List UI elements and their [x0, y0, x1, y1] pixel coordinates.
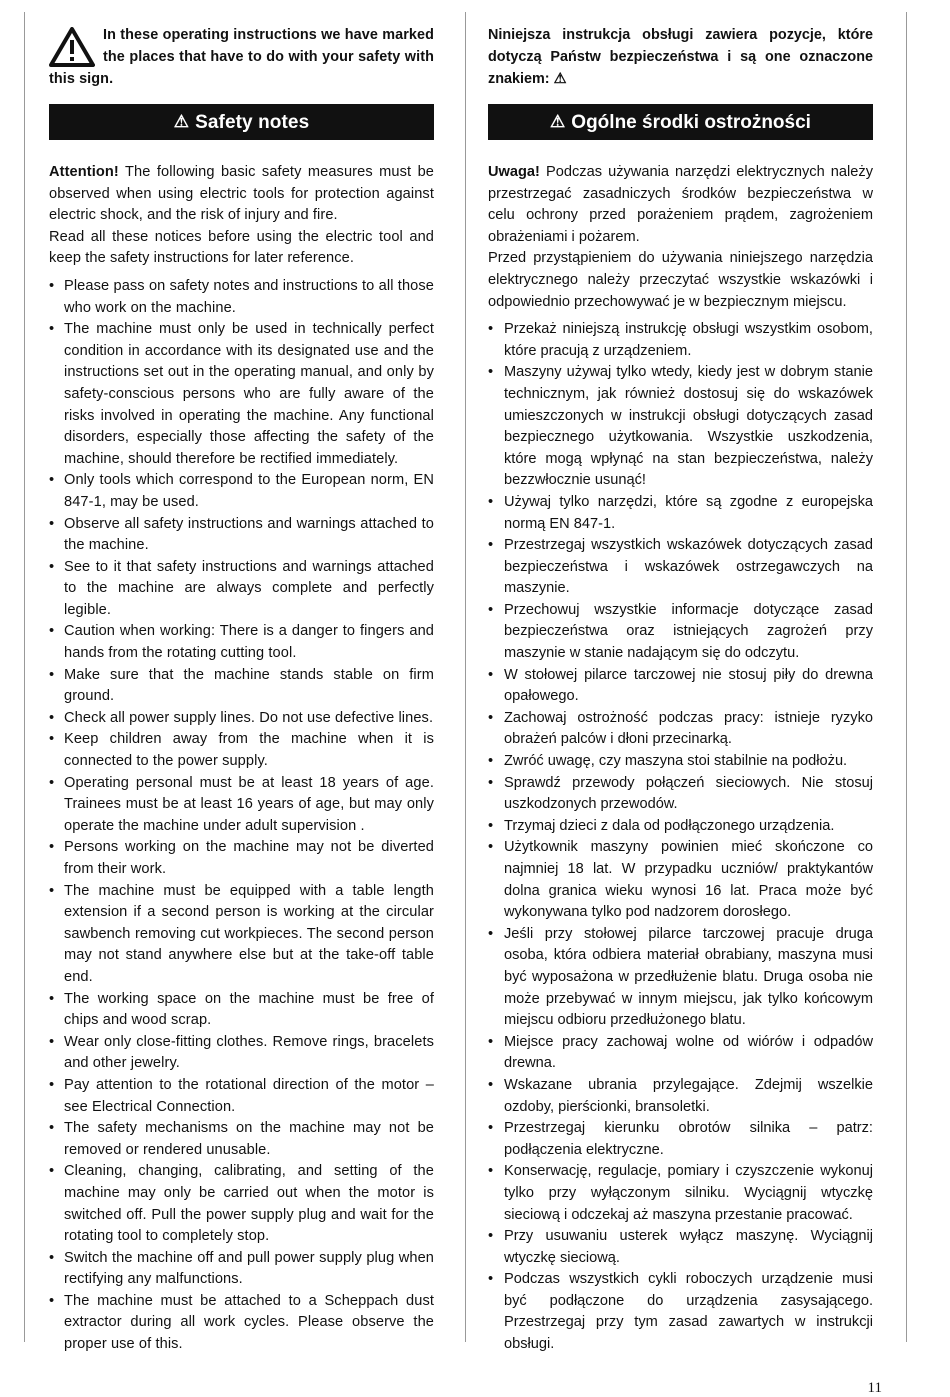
list-item	[49, 1032, 434, 1075]
bullet-icon: •	[488, 839, 494, 856]
safety-sign-intro	[49, 24, 434, 90]
list-item-text: Switch the machine off and pull power supply plug when rectifying any malfunctions.	[64, 1249, 434, 1288]
warning-triangle-icon: ⚠	[550, 112, 566, 131]
list-item	[49, 470, 434, 513]
bullet-icon: •	[488, 1076, 494, 1093]
list-item	[488, 492, 873, 535]
list-item-text: Wskazane ubrania przylegające. Zdejmij wszelkie ozdoby, pierścionki, bransoletki.	[504, 1076, 873, 1115]
attention-label-pl: Uwaga!	[488, 164, 540, 180]
bullet-icon: •	[488, 537, 494, 554]
list-item	[488, 773, 873, 816]
list-item	[49, 1291, 434, 1356]
list-item-text: Operating personal must be at least 18 years of age. Trainees must be at least 16 years of age, but may only operate the machine under adult supervision .	[64, 774, 434, 834]
bullet-icon: •	[488, 321, 494, 338]
list-item-text: Przechowuj wszystkie informacje dotyczące zasad bezpieczeństwa oraz istniejących zagrożeń przy maszynie w stanie nadającym się do odczytu.	[504, 601, 873, 662]
list-item	[49, 881, 434, 989]
bullet-icon: •	[49, 558, 55, 575]
list-item	[488, 708, 873, 751]
list-item-text: Przestrzegaj kierunku obrotów silnika – patrz: podłączenia elektryczne.	[504, 1120, 873, 1158]
list-item	[49, 1075, 434, 1118]
intro-text: In these operating instructions we have marked the places that have to do with your safety with this sign.	[49, 27, 434, 87]
list-item-text: Observe all safety instructions and warnings attached to the machine.	[64, 515, 434, 554]
list-item-text: Please pass on safety notes and instructions to all those who work on the machine.	[64, 277, 434, 316]
bullet-icon: •	[49, 839, 55, 856]
list-item-text: The working space on the machine must be free of chips and wood scrap.	[64, 990, 434, 1029]
polish-column	[488, 24, 873, 1356]
list-item-text: The machine must only be used in technically perfect condition in accordance with its designated use and the instructions set out in the operating manual, and only by safety-conscious persons who are fully aware of the risks involved in operating the machine. Any functional disorders, especially those affecting the safety of the machine, should therefore be rectified immediately.	[64, 321, 434, 467]
list-item-text: Przy usuwaniu usterek wyłącz maszynę. Wyciągnij wtyczkę sieciową.	[504, 1228, 873, 1266]
bullet-icon: •	[488, 364, 494, 381]
heading-label: Safety notes	[195, 112, 310, 133]
list-item-text: Zachowaj ostrożność podczas pracy: istnieje ryzyko obrażeń palców i dłoni przecinarką.	[504, 709, 873, 748]
bullet-icon: •	[49, 774, 55, 791]
list-item	[488, 1075, 873, 1118]
list-item	[488, 1161, 873, 1226]
bullet-icon: •	[488, 774, 494, 791]
list-item	[488, 535, 873, 600]
bullet-icon: •	[49, 277, 55, 294]
warning-triangle-icon	[49, 27, 95, 67]
list-item	[488, 1032, 873, 1075]
attention-paragraph-pl	[488, 162, 873, 248]
bullet-icon: •	[49, 709, 55, 726]
list-item-text: Miejsce pracy zachowaj wolne od wiórów i odpadów drewna.	[504, 1033, 873, 1072]
bullet-icon: •	[488, 1163, 494, 1180]
read-notices-paragraph-pl: Przed przystąpieniem do używania niniejszego narzędzia elektrycznego należy przeczytać wszystkie wskazówki i odpowiednio przechowywać je w bezpiecznym miejscu.	[488, 250, 873, 310]
list-item-text: Wear only close-fitting clothes. Remove rings, bracelets and other jewelry.	[64, 1033, 434, 1072]
bullet-icon: •	[49, 515, 55, 532]
list-item-text: Przekaż niniejszą instrukcję obsługi wszystkim osobom, które pracują z urządzeniem.	[504, 321, 873, 359]
list-item-text: Konserwację, regulacje, pomiary i czyszczenie wykonuj tylko przy wyłączonym silniku. Wyciągnij wtyczkę sieciową i odczekaj aż maszyna przestanie pracować.	[504, 1163, 873, 1223]
attention-text: The following basic safety measures must be observed when using electric tools for protection against electric shock, and the risk of injury and fire.	[49, 164, 434, 224]
list-item	[49, 514, 434, 557]
heading-label-pl: Ogólne środki ostrożności	[571, 112, 811, 133]
page-number: 11	[867, 1380, 882, 1396]
bullet-icon: •	[49, 1249, 55, 1266]
list-item-text: Caution when working: There is a danger to fingers and hands from the rotating cutting tool.	[64, 623, 434, 662]
list-item-text: Persons working on the machine may not be diverted from their work.	[64, 839, 434, 877]
attention-paragraph	[49, 162, 434, 227]
list-item	[49, 665, 434, 708]
list-item-text: Jeśli przy stołowej pilarce tarczowej pracuje druga osoba, która odbiera materiał obrabiany, maszyna musi być wyposażona w przedłużenie blatu. Druga osoba nie może przebywać w innym miejscu, jak tylko końcowym miejscu odbioru przedłużonego blatu.	[504, 925, 873, 1029]
bullet-icon: •	[488, 1033, 494, 1050]
list-item-text: Maszyny używaj tylko wtedy, kiedy jest w dobrym stanie technicznym, jak również dostosuj się do wskazówek umieszczonych w instrukcji obsługi dotyczących zasad bezpiecznego użytkowania. Wszystkie uszkodzenia, które mogą wpłynąć na stan bezpieczeństwa, należy bezzwłocznie usunąć!	[504, 364, 873, 489]
right-margin-rule	[906, 12, 907, 1342]
attention-label: Attention!	[49, 164, 119, 180]
list-item-text: Check all power supply lines. Do not use defective lines.	[64, 709, 434, 726]
general-precautions-heading	[488, 104, 873, 140]
list-item-text: Trzymaj dzieci z dala od podłączonego urządzenia.	[504, 817, 835, 834]
bullet-icon: •	[488, 493, 494, 510]
list-item-text: Pay attention to the rotational direction of the motor – see Electrical Connection.	[64, 1076, 434, 1115]
list-item-text: Użytkownik maszyny powinien mieć skończone co najmniej 18 lat. W przypadku uczniów/ praktykantów dolna granica wieku wynosi 16 lat. Praca może być wykonywana tylko pod nadzorem dorosłego.	[504, 839, 873, 921]
list-item-text: Podczas wszystkich cykli roboczych urządzenie musi być podłączone do urządzenia zasysającego. Przestrzegaj przy tym zasad zawartych w instrukcji obsługi.	[504, 1271, 873, 1353]
bullet-icon: •	[49, 1033, 55, 1050]
bullet-icon: •	[49, 1120, 55, 1137]
bullet-icon: •	[49, 1292, 55, 1309]
list-item-text: Sprawdź przewody połączeń sieciowych. Nie stosuj uszkodzonych przewodów.	[504, 774, 873, 813]
list-item	[49, 708, 434, 730]
list-item-text: The machine must be equipped with a table length extension if a second person is working at the circular sawbench removing cut workpieces. The second person may not stand anywhere else but at the take-off table end.	[64, 882, 434, 985]
bullet-icon: •	[488, 709, 494, 726]
list-item	[488, 837, 873, 923]
list-item	[488, 1118, 873, 1161]
bullet-icon: •	[488, 753, 494, 770]
list-item	[49, 989, 434, 1032]
list-item	[488, 362, 873, 492]
list-item	[49, 557, 434, 622]
bullet-icon: •	[488, 1228, 494, 1245]
bullet-icon: •	[49, 472, 55, 489]
bullet-icon: •	[488, 1120, 494, 1137]
list-item	[49, 1161, 434, 1247]
left-margin-rule	[24, 12, 25, 1342]
list-item-text: The safety mechanisms on the machine may not be removed or rendered unusable.	[64, 1120, 434, 1158]
bullet-icon: •	[49, 731, 55, 748]
bullet-icon: •	[49, 1076, 55, 1093]
list-item	[488, 665, 873, 708]
warning-triangle-icon: ⚠	[173, 112, 190, 131]
list-item-text: Zwróć uwagę, czy maszyna stoi stabilnie na podłożu.	[504, 753, 848, 770]
center-column-rule	[465, 12, 466, 1342]
safety-list-pl	[488, 319, 873, 1356]
list-item-text: Cleaning, changing, calibrating, and setting of the machine may only be carried out when the motor is switched off. Pull the power supply plug and wait for the rotating tool to completely stop.	[64, 1163, 434, 1245]
bullet-icon: •	[49, 1163, 55, 1180]
bullet-icon: •	[49, 623, 55, 640]
safety-notes-heading	[49, 104, 434, 140]
list-item	[49, 1248, 434, 1291]
list-item-text: W stołowej pilarce tarczowej nie stosuj piły do drewna opałowego.	[504, 666, 873, 705]
list-item	[49, 1118, 434, 1161]
bullet-icon: •	[49, 321, 55, 338]
list-item-text: Używaj tylko narzędzi, które są zgodne z europejska normą EN 847-1.	[504, 493, 873, 532]
attention-text-pl: Podczas używania narzędzi elektrycznych należy przestrzegać zasadniczych środków bezpieczeństwa w celu ochrony przed porażeniem prądem, zagrożeniem obrażeniami i pożarem.	[488, 164, 873, 245]
list-item-text: Keep children away from the machine when it is connected to the power supply.	[64, 731, 434, 770]
list-item-text: See to it that safety instructions and warnings attached to the machine are always complete and perfectly legible.	[64, 558, 434, 618]
list-item	[49, 729, 434, 772]
bullet-icon: •	[488, 817, 494, 834]
list-item	[488, 1226, 873, 1269]
list-item	[488, 751, 873, 773]
list-item	[49, 773, 434, 838]
bullet-icon: •	[488, 666, 494, 683]
bullet-icon: •	[49, 666, 55, 683]
list-item-text: Przestrzegaj wszystkich wskazówek dotyczących zasad bezpieczeństwa i wskazówek ostrzegawczych na maszynie.	[504, 537, 873, 597]
safety-sign-intro-pl: Niniejsza instrukcja obsługi zawiera pozycje, które dotyczą Państw bezpieczeństwa i są one oznaczone znakiem: ⚠	[488, 27, 873, 87]
read-notices-paragraph: Read all these notices before using the electric tool and keep the safety instructions for later reference.	[49, 228, 434, 267]
bullet-icon: •	[49, 990, 55, 1007]
bullet-icon: •	[488, 925, 494, 942]
bullet-icon: •	[488, 601, 494, 618]
list-item	[488, 319, 873, 362]
bullet-icon: •	[488, 1271, 494, 1288]
list-item	[488, 1269, 873, 1355]
list-item-text: The machine must be attached to a Scheppach dust extractor during all work cycles. Please observe the proper use of this.	[64, 1292, 434, 1353]
list-item	[49, 276, 434, 319]
list-item	[488, 924, 873, 1032]
list-item	[49, 837, 434, 880]
list-item	[49, 319, 434, 470]
list-item-text: Make sure that the machine stands stable on firm ground.	[64, 666, 434, 705]
english-column	[49, 24, 434, 1356]
list-item	[49, 621, 434, 664]
safety-list	[49, 276, 434, 1356]
list-item	[488, 816, 873, 838]
list-item	[488, 600, 873, 665]
list-item-text: Only tools which correspond to the European norm, EN 847-1, may be used.	[64, 472, 434, 510]
bullet-icon: •	[49, 882, 55, 899]
